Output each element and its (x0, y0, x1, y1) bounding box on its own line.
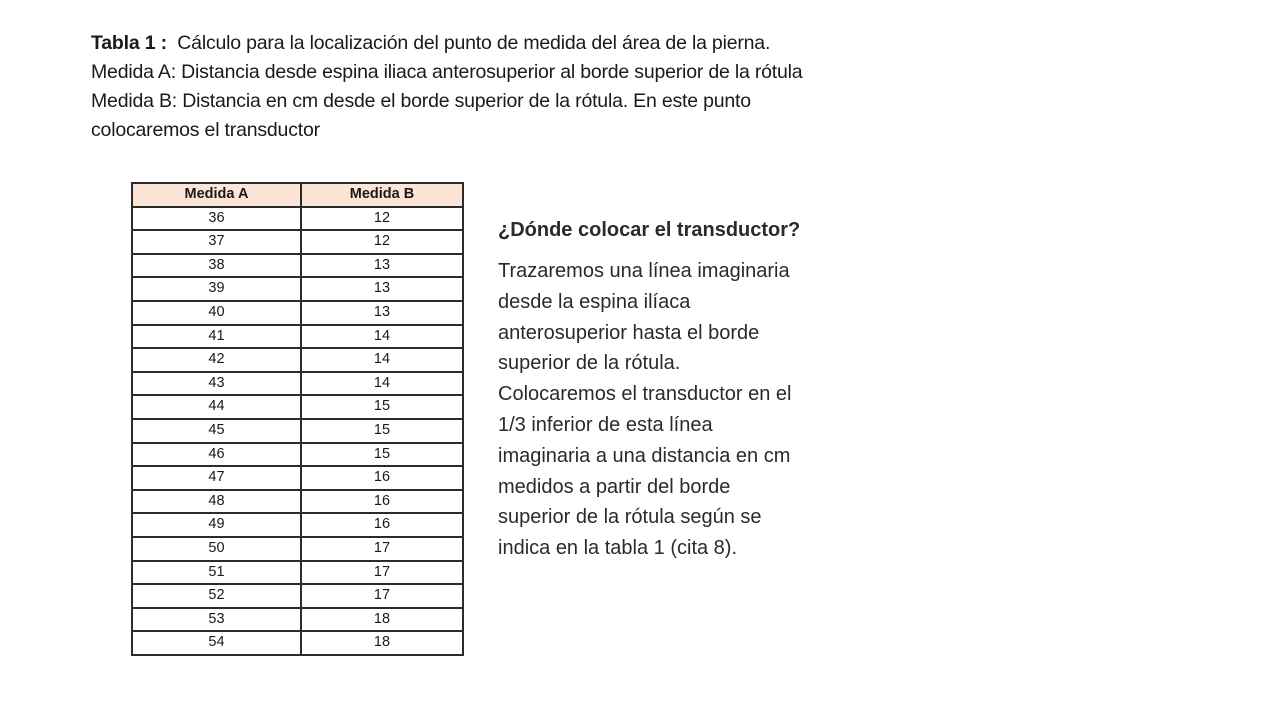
cell-medida-a: 50 (132, 537, 301, 561)
instructions-line: superior de la rótula según se (498, 506, 762, 529)
cell-medida-a: 51 (132, 561, 301, 585)
cell-medida-a: 47 (132, 466, 301, 490)
table-row (132, 395, 463, 419)
cell-medida-b: 14 (301, 348, 463, 372)
cell-medida-a: 46 (132, 443, 301, 467)
cell-medida-b: 17 (301, 561, 463, 585)
cell-medida-b: 13 (301, 277, 463, 301)
table-row (132, 608, 463, 632)
cell-medida-a: 48 (132, 490, 301, 514)
cell-medida-a: 41 (132, 325, 301, 349)
cell-medida-b: 13 (301, 301, 463, 325)
table-row (132, 348, 463, 372)
instructions-line: medidos a partir del borde (498, 475, 731, 498)
instructions-line: Colocaremos el transductor en el (498, 383, 792, 406)
cell-medida-b: 16 (301, 466, 463, 490)
caption-line-4: colocaremos el transductor (91, 119, 320, 141)
cell-medida-b: 15 (301, 443, 463, 467)
cell-medida-a: 53 (132, 608, 301, 632)
cell-medida-a: 36 (132, 207, 301, 231)
instructions-line: 1/3 inferior de esta línea (498, 413, 713, 436)
table-row (132, 561, 463, 585)
cell-medida-b: 12 (301, 230, 463, 254)
table-row (132, 443, 463, 467)
cell-medida-b: 17 (301, 537, 463, 561)
instructions-question: ¿Dónde colocar el transductor? (498, 219, 801, 241)
cell-medida-a: 38 (132, 254, 301, 278)
caption-line-2: Medida A: Distancia desde espina iliaca anterosuperior al borde superior de la rótula (91, 61, 803, 83)
table-row (132, 537, 463, 561)
cell-medida-a: 37 (132, 230, 301, 254)
instructions-line: superior de la rótula. (498, 352, 681, 375)
caption-text: Cálculo para la localización del punto de medida del área de la pierna. (177, 32, 771, 54)
cell-medida-b: 13 (301, 254, 463, 278)
cell-medida-a: 40 (132, 301, 301, 325)
table-body (132, 207, 463, 655)
table-header-row (132, 183, 463, 207)
cell-medida-b: 17 (301, 584, 463, 608)
cell-medida-b: 16 (301, 513, 463, 537)
cell-medida-a: 39 (132, 277, 301, 301)
cell-medida-b: 15 (301, 419, 463, 443)
caption-line-3: Medida B: Distancia en cm desde el borde superior de la rótula. En este punto (91, 90, 751, 112)
table-row (132, 513, 463, 537)
instructions-line: Trazaremos una línea imaginaria (498, 260, 790, 282)
table-row (132, 254, 463, 278)
cell-medida-b: 18 (301, 608, 463, 632)
cell-medida-b: 12 (301, 207, 463, 231)
cell-medida-b: 16 (301, 490, 463, 514)
table-row (132, 372, 463, 396)
cell-medida-b: 14 (301, 372, 463, 396)
caption-line-1 (91, 29, 991, 58)
table-caption (91, 29, 991, 145)
cell-medida-b: 15 (301, 395, 463, 419)
column-header-medida-b: Medida B (301, 183, 463, 207)
instructions-line: desde la espina ilíaca (498, 290, 691, 313)
cell-medida-a: 42 (132, 348, 301, 372)
instructions-text (498, 256, 838, 564)
instructions-line: anterosuperior hasta el borde (498, 321, 760, 344)
table-row (132, 277, 463, 301)
table-row (132, 325, 463, 349)
table-row (132, 230, 463, 254)
table-row (132, 584, 463, 608)
instructions-line: indica en la tabla 1 (cita 8). (498, 537, 738, 560)
cell-medida-b: 14 (301, 325, 463, 349)
caption-label: Tabla 1 : (91, 32, 167, 54)
measurement-table (131, 182, 464, 656)
table-row (132, 419, 463, 443)
table-row (132, 466, 463, 490)
cell-medida-a: 49 (132, 513, 301, 537)
cell-medida-a: 43 (132, 372, 301, 396)
table-row (132, 490, 463, 514)
table-row (132, 207, 463, 231)
cell-medida-a: 45 (132, 419, 301, 443)
cell-medida-a: 44 (132, 395, 301, 419)
instructions-line: imaginaria a una distancia en cm (498, 444, 791, 467)
cell-medida-a: 52 (132, 584, 301, 608)
instructions-panel (498, 214, 838, 564)
cell-medida-a: 54 (132, 631, 301, 655)
cell-medida-b: 18 (301, 631, 463, 655)
table-row (132, 301, 463, 325)
table-row (132, 631, 463, 655)
column-header-medida-a: Medida A (132, 183, 301, 207)
